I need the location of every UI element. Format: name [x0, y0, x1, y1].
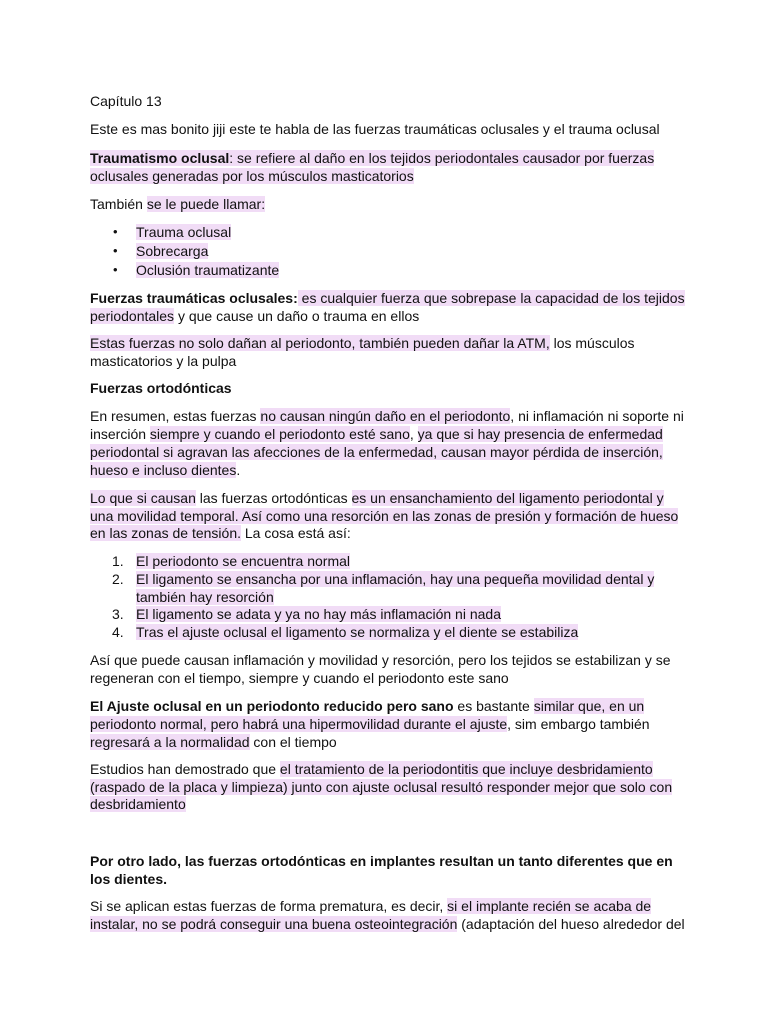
list-item: El ligamento se adata y ya no hay más inflamación ni nada	[136, 606, 501, 622]
chapter-title: Capítulo 13	[90, 93, 162, 109]
bullet-icon: •	[113, 224, 118, 239]
resumen-line: inserción siempre y cuando el periodonto esté sano, ya que si hay presencia de enfermedad	[90, 426, 663, 442]
estas-fuerzas-line: Estas fuerzas no solo dañan al periodonto, también pueden dañar la ATM, los músculos	[90, 335, 635, 351]
list-item: Oclusión traumatizante	[136, 262, 280, 278]
list-number: 4.	[112, 624, 124, 640]
resumen-line: hueso e incluso dientes.	[90, 462, 241, 478]
asi-que-line: regeneran con el tiempo, siempre y cuando el periodonto este sano	[90, 670, 509, 686]
resumen-line: En resumen, estas fuerzas no causan ningún daño en el periodonto, ni inflamación ni soporte ni	[90, 408, 684, 424]
term-traumatismo: Traumatismo oclusal	[90, 150, 230, 166]
prematura-line: instalar, no se podrá conseguir una buena osteointegración (adaptación del hueso alrededor del	[90, 916, 685, 932]
bullet-icon: •	[113, 262, 118, 277]
section-heading: Por otro lado, las fuerzas ortodónticas en implantes resultan un tanto diferentes que en	[90, 853, 673, 869]
list-item: El ligamento se ensancha por una inflamación, hay una pequeña movilidad dental y	[136, 571, 655, 587]
list-item: también hay resorción	[136, 589, 274, 605]
also-called-line: También se le puede llamar:	[90, 196, 266, 212]
trauma-definition-line: Traumatismo oclusal: se refiere al daño en los tejidos periodontales causador por fuerzas	[90, 150, 655, 166]
term-fuerzas-traumaticas: Fuerzas traumáticas oclusales:	[90, 290, 298, 306]
list-item: El periodonto se encuentra normal	[136, 553, 351, 569]
estudios-line: Estudios han demostrado que el tratamiento de la periodontitis que incluye desbridamiento	[90, 761, 653, 777]
fuerzas-definition-line: periodontales y que cause un daño o trauma en ellos	[90, 308, 420, 324]
intro-paragraph: Este es mas bonito jiji este te habla de las fuerzas traumáticas oclusales y el trauma oclusal	[90, 121, 660, 137]
bullet-icon: •	[113, 243, 118, 258]
trauma-definition-line: oclusales generadas por los músculos masticatorios	[90, 168, 414, 184]
estudios-line: desbridamiento	[90, 796, 186, 812]
section-heading: Fuerzas ortodónticas	[90, 380, 232, 396]
prematura-line: Si se aplican estas fuerzas de forma prematura, es decir, si el implante recién se acaba de	[90, 898, 652, 914]
resumen-line: periodontal si agravan las afecciones de la enfermedad, causan mayor pérdida de inserción,	[90, 444, 663, 460]
section-heading: los dientes.	[90, 871, 168, 887]
causan-line: Lo que si causan las fuerzas ortodónticas es un ensanchamiento del ligamento periodontal y	[90, 490, 664, 506]
term-ajuste-oclusal: El Ajuste oclusal en un periodonto reducido pero sano	[90, 698, 454, 714]
list-item: Trauma oclusal	[136, 224, 232, 240]
causan-line: en las zonas de tensión. La cosa está así:	[90, 525, 351, 541]
asi-que-line: Así que puede causan inflamación y movilidad y resorción, pero los tejidos se estabilizan y se	[90, 652, 671, 668]
ajuste-line: regresará a la normalidad con el tiempo	[90, 734, 337, 750]
ajuste-line: El Ajuste oclusal en un periodonto reducido pero sano es bastante similar que, en un	[90, 698, 645, 714]
list-item: Sobrecarga	[136, 243, 209, 259]
list-number: 1.	[112, 553, 124, 569]
fuerzas-definition-line: Fuerzas traumáticas oclusales: es cualquier fuerza que sobrepase la capacidad de los tejidos	[90, 290, 685, 306]
estudios-line: (raspado de la placa y limpieza) junto con ajuste oclusal resultó responder mejor que solo con	[90, 779, 673, 795]
list-number: 2.	[112, 571, 124, 587]
ajuste-line: periodonto normal, pero habrá una hipermovilidad durante el ajuste, sim embargo también	[90, 716, 650, 732]
estas-fuerzas-line: masticatorios y la pulpa	[90, 353, 237, 369]
list-number: 3.	[112, 606, 124, 622]
list-item: Tras el ajuste oclusal el ligamento se normaliza y el diente se estabiliza	[136, 624, 579, 640]
causan-line: una movilidad temporal. Así como una resorción en las zonas de presión y formación de hueso	[90, 508, 679, 524]
